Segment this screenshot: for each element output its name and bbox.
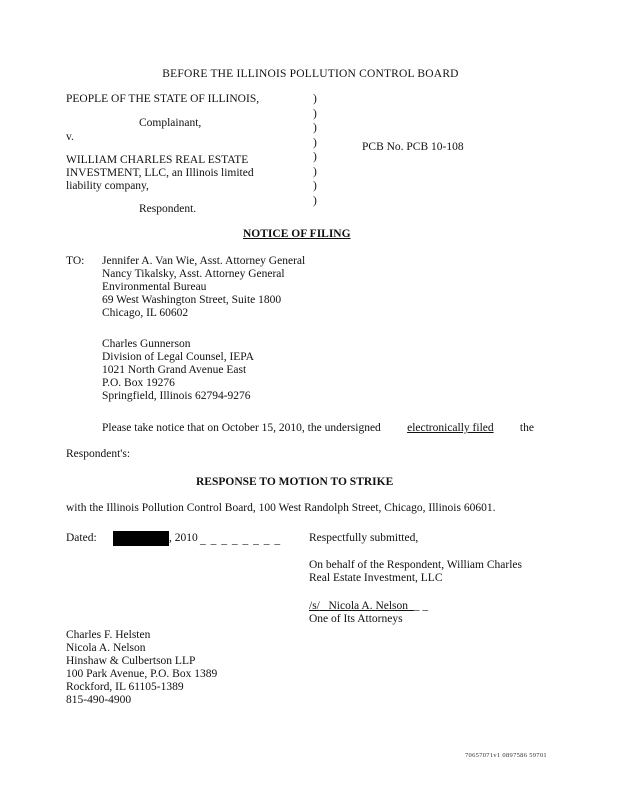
filed-with-line: with the Illinois Pollution Control Board, 100 West Randolph Street, Chicago, Illinois 60601. — [66, 502, 496, 514]
signature-prefix: /s/ — [309, 600, 320, 612]
recipient-line: Nancy Tikalsky, Asst. Attorney General — [102, 268, 285, 280]
on-behalf-line-1: On behalf of the Respondent, William Charles — [309, 559, 522, 571]
respondents-label: Respondent's: — [66, 448, 131, 460]
counsel-line: Nicola A. Nelson — [66, 642, 146, 654]
signature-role: One of Its Attorneys — [309, 613, 403, 625]
court-title: BEFORE THE ILLINOIS POLLUTION CONTROL BOARD — [162, 68, 459, 80]
signature-line — [309, 600, 428, 613]
date-underline: _ _ _ _ _ _ _ _ — [200, 534, 282, 546]
recipient-line: P.O. Box 19276 — [102, 377, 175, 389]
recipient-line: Springfield, Illinois 62794-9276 — [102, 390, 251, 402]
document-title: RESPONSE TO MOTION TO STRIKE — [196, 476, 394, 488]
recipient-line: 1021 North Grand Avenue East — [102, 364, 247, 376]
plaintiff-name: PEOPLE OF THE STATE OF ILLINOIS, — [66, 93, 260, 105]
case-number: PCB No. PCB 10-108 — [362, 141, 464, 153]
paren: ) — [313, 136, 317, 149]
paren: ) — [313, 151, 317, 163]
recipient-line: Environmental Bureau — [102, 281, 207, 293]
signature-name: Nicola A. Nelson — [328, 600, 409, 612]
complainant-label: Complainant, — [139, 117, 202, 129]
counsel-line: Hinshaw & Culbertson LLP — [66, 655, 196, 667]
paren: ) — [313, 107, 317, 120]
notice-title: NOTICE OF FILING — [243, 228, 351, 240]
paren: ) — [313, 122, 317, 134]
respondent-label: Respondent. — [139, 203, 197, 215]
counsel-line: Charles F. Helsten — [66, 629, 151, 641]
caption-divider — [313, 92, 323, 208]
defendant-line-3: liability company, — [66, 180, 149, 192]
recipient-line: Division of Legal Counsel, IEPA — [102, 351, 254, 363]
versus-label: v. — [66, 131, 74, 143]
notice-body-pre: Please take notice that on October 15, 2010, the undersigned — [102, 422, 381, 434]
to-label: TO: — [66, 255, 85, 267]
counsel-line: 815-490-4900 — [66, 694, 132, 706]
defendant-line-1: WILLIAM CHARLES REAL ESTATE — [66, 154, 249, 166]
document-id: 70657071v1 0897586 59701 — [465, 752, 547, 759]
defendant-line-2: INVESTMENT, LLC, an Illinois limited — [66, 167, 254, 179]
recipient-line: Jennifer A. Van Wie, Asst. Attorney General — [102, 255, 306, 267]
counsel-line: Rockford, IL 61105-1389 — [66, 681, 184, 693]
recipient-line: 69 West Washington Street, Suite 1800 — [102, 294, 282, 306]
recipient-line: Charles Gunnerson — [102, 338, 191, 350]
paren: ) — [313, 165, 317, 178]
recipient-line: Chicago, IL 60602 — [102, 307, 189, 319]
paren: ) — [313, 93, 317, 105]
counsel-block — [66, 629, 217, 707]
electronically-filed-link: electronically filed — [407, 422, 494, 434]
recipient-block-1 — [102, 255, 305, 320]
respectfully-submitted: Respectfully submitted, — [309, 532, 419, 544]
counsel-line: 100 Park Avenue, P.O. Box 1389 — [66, 668, 218, 680]
dated-label: Dated: — [66, 532, 97, 544]
on-behalf-line-2: Real Estate Investment, LLC — [309, 572, 443, 584]
recipient-block-2 — [102, 338, 254, 403]
notice-body-line — [102, 422, 534, 435]
paren: ) — [313, 180, 317, 192]
notice-body-post: the — [519, 422, 534, 434]
redaction-bar — [113, 531, 169, 546]
paren: ) — [313, 194, 317, 207]
signature-trail: _ _ — [413, 600, 429, 612]
date-suffix: , 2010 — [169, 532, 198, 544]
